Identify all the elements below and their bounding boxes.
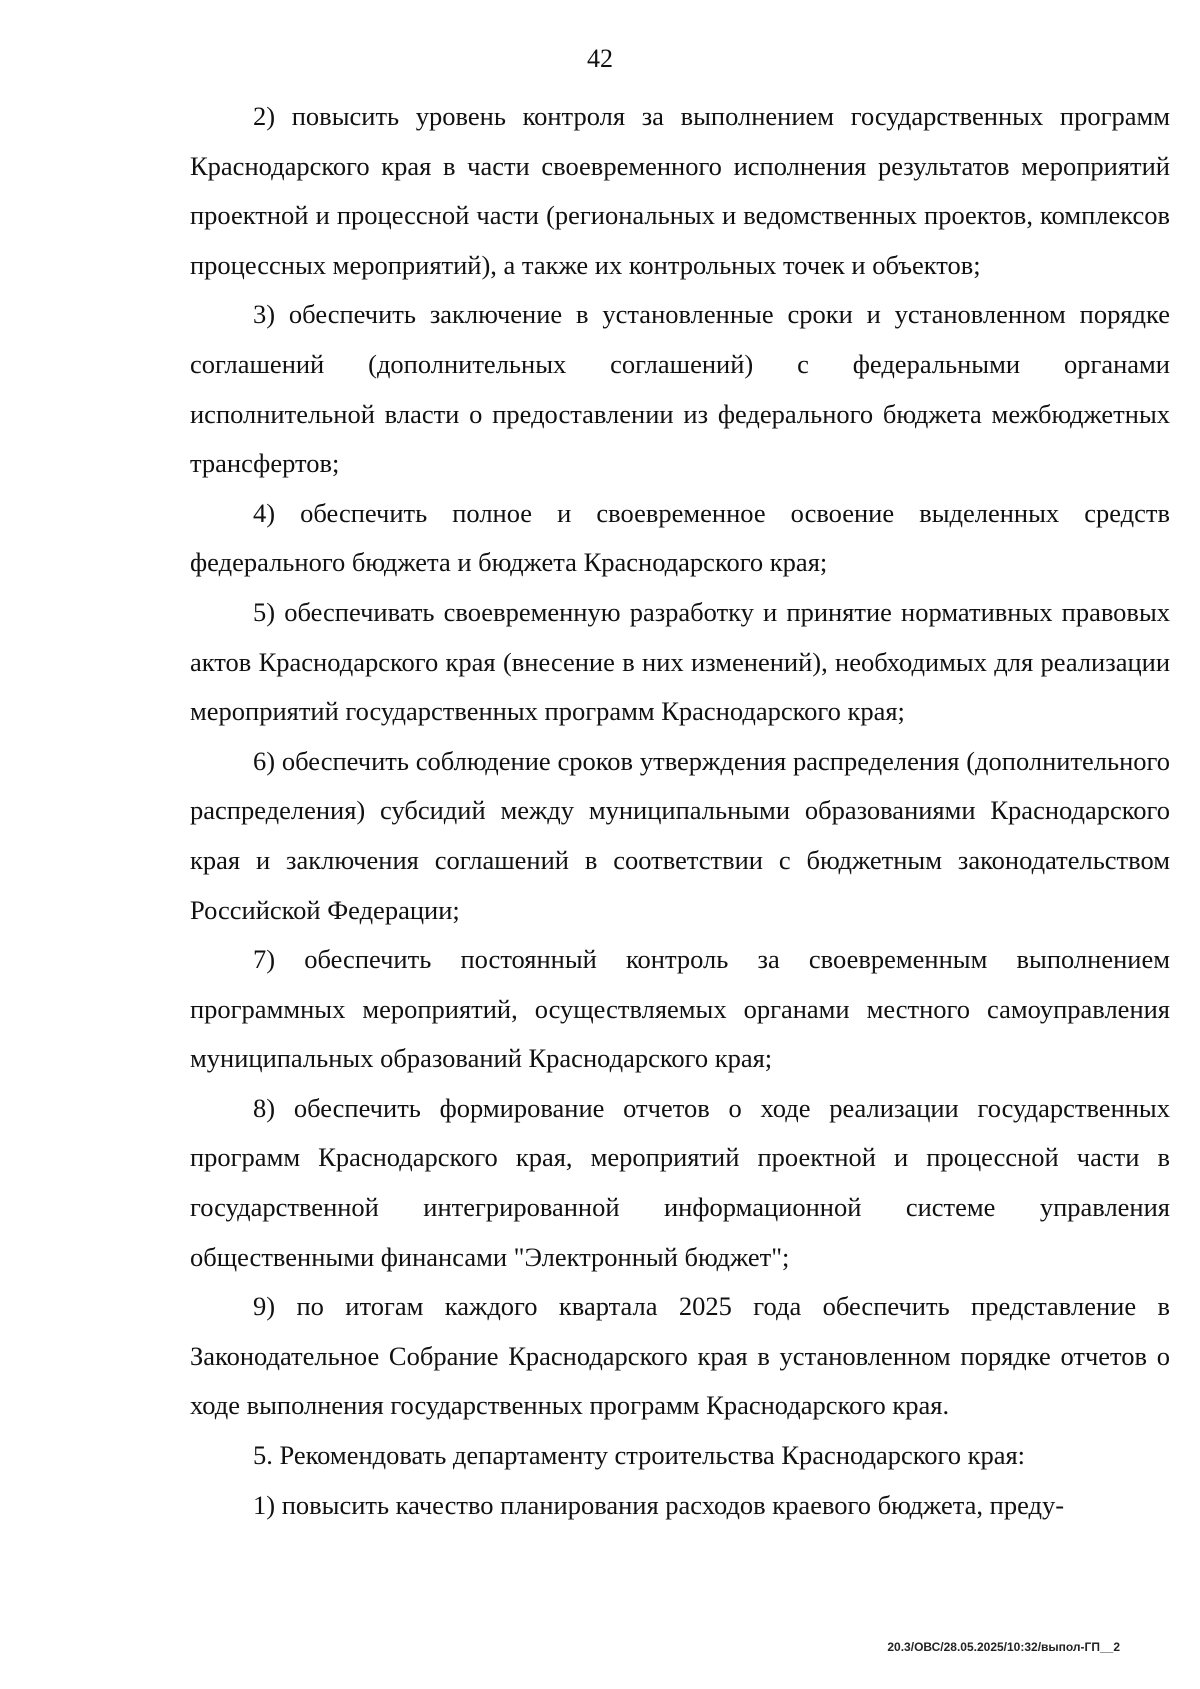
paragraph-item-5: 5) обеспечивать своевременную разработку и принятие нормативных правовых актов Краснодарского края (внесение в них изменений), необходимых для реализации мероприятий государственных программ Краснодарского края; [190, 596, 1170, 727]
page-number: 42 [587, 44, 613, 73]
paragraph-item-4: 4) обеспечить полное и своевременное освоение выделенных средств федерального бюджета и бюджета Краснодарского края; [190, 497, 1170, 578]
paragraph-item-3: 3) обеспечить заключение в установленные сроки и установленном порядке соглашений (дополнительных соглашений) с федеральными органами исполнительной власти о предоставлении из федерального бюджета межбюджетных трансфертов; [190, 299, 1170, 479]
document-body [190, 92, 1170, 1530]
paragraph-item-6: 6) обеспечить соблюдение сроков утверждения распределения (дополнительного распределения) субсидий между муниципальными образованиями Краснодарского края и заключения соглашений в соответствии с бюджетным законодательством Российской Федерации; [190, 745, 1170, 925]
paragraph-item-2: 2) повысить уровень контроля за выполнением государственных программ Краснодарского края в части своевременного исполнения результатов мероприятий проектной и процессной части (региональных и ведомственных проектов, комплексов процессных мероприятий), а также их контрольных точек и объектов; [190, 101, 1170, 280]
document-footer-code: 20.3/ОВС/28.05.2025/10:32/выпол-ГП__2 [887, 1640, 1120, 1654]
paragraph-item-7: 7) обеспечить постоянный контроль за своевременным выполнением программных мероприятий, осуществляемых органами местного самоуправления муниципальных образований Краснодарского края; [190, 944, 1170, 1074]
section-5-item-1: 1) повысить качество планирования расходов краевого бюджета, преду- [253, 1489, 1065, 1520]
paragraph-item-8: 8) обеспечить формирование отчетов о ходе реализации государственных программ Краснодарского края, мероприятий проектной и процессной части в государственной интегрированной информационной системе управления общественными финансами "Электронный бюджет"; [190, 1092, 1170, 1272]
section-5-heading: 5. Рекомендовать департаменту строительства Краснодарского края: [253, 1440, 1026, 1471]
paragraph-item-9: 9) по итогам каждого квартала 2025 года обеспечить представление в Законодательное Собрание Краснодарского края в установленном порядке отчетов о ходе выполнения государственных программ Краснодарского края. [190, 1291, 1170, 1421]
